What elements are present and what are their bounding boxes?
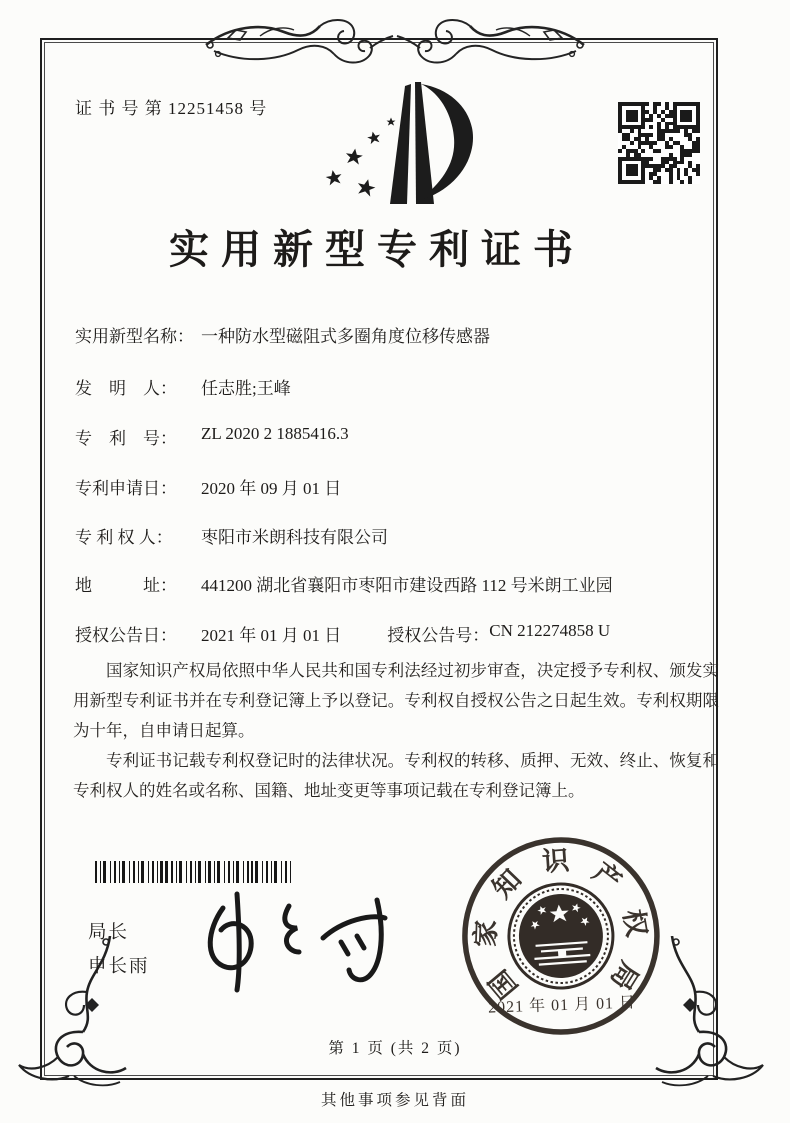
field-row-address <box>75 571 613 596</box>
official-seal-icon <box>443 821 680 1054</box>
qr-code-icon <box>618 102 700 184</box>
field-label: 地 址： <box>75 576 177 595</box>
field-value: 一种防水型磁阻式多圈角度位移传感器 <box>201 327 490 346</box>
barcode-icon <box>95 861 293 883</box>
seal-char: 家 <box>470 919 502 948</box>
seal-char: 知 <box>486 863 528 905</box>
field-row-name <box>75 322 490 347</box>
certificate-number: 证 书 号 第 12251458 号 <box>75 99 268 118</box>
field-label: 授权公告号： <box>387 626 490 645</box>
page-indicator: 第 1 页 (共 2 页) <box>328 1040 462 1057</box>
signer-title: 局长 <box>88 923 130 943</box>
legal-text-block <box>73 656 719 806</box>
field-value: ZL 2020 2 1885416.3 <box>201 424 349 443</box>
certificate-title: 实用新型专利证书 <box>169 227 585 272</box>
field-value: 任志胜;王峰 <box>201 379 291 398</box>
field-row-grant <box>75 621 610 646</box>
field-value: 441200 湖北省襄阳市枣阳市建设西路 112 号米朗工业园 <box>201 576 613 595</box>
field-value: 2021 年 01 月 01 日 <box>201 626 342 645</box>
signature-icon <box>185 886 400 996</box>
field-label: 专 利 号： <box>75 429 177 448</box>
signer-name: 申长雨 <box>88 957 150 977</box>
field-label: 专利申请日： <box>75 479 177 498</box>
top-ornament-icon <box>200 14 590 80</box>
seal-char: 国 <box>483 964 524 1005</box>
legal-paragraph: 国家知识产权局依照中华人民共和国专利法经过初步审查，决定授予专利权、颁发实用新型专利证书并在专利登记簿上予以登记。专利权自授权公告之日起生效。专利权期限为十年，自申请日起算。 <box>73 661 719 741</box>
field-row-patentee <box>75 523 388 548</box>
field-label: 发 明 人： <box>75 379 177 398</box>
field-row-patent-no <box>75 424 349 449</box>
cnipa-logo-icon <box>308 80 488 208</box>
national-emblem-icon <box>505 881 616 992</box>
field-label: 授权公告日： <box>75 626 177 645</box>
field-label: 专 利 权 人： <box>75 528 173 547</box>
field-value: 2020 年 09 月 01 日 <box>201 479 342 498</box>
field-value: 枣阳市米朗科技有限公司 <box>201 528 388 547</box>
field-row-filing-date <box>75 474 341 499</box>
legal-paragraph: 专利证书记载专利权登记时的法律状况。专利权的转移、质押、无效、终止、恢复和专利权人的姓名或名称、国籍、地址变更等事项记载在专利登记簿上。 <box>73 751 719 801</box>
field-value: CN 212274858 U <box>489 621 611 640</box>
seal-char: 局 <box>604 956 645 996</box>
seal-char: 产 <box>587 856 627 898</box>
seal-char: 权 <box>617 907 652 939</box>
back-note: 其他事项参见背面 <box>320 1092 469 1109</box>
field-row-inventor <box>75 374 291 399</box>
seal-char: 识 <box>541 845 571 878</box>
seal-date: 2021 年 01 月 01 日 <box>487 994 637 1017</box>
field-label: 实用新型名称： <box>75 327 194 346</box>
